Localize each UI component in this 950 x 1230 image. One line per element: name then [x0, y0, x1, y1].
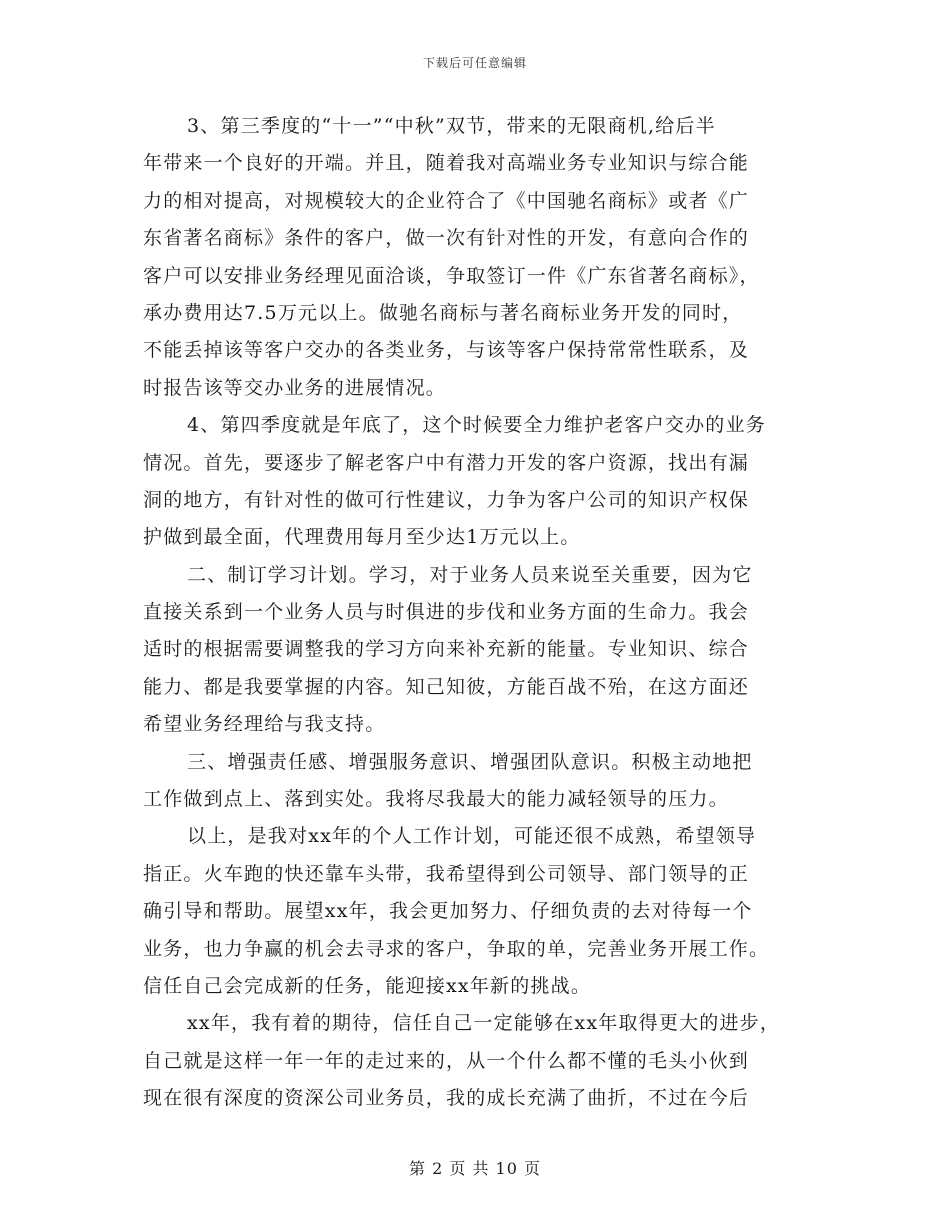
text-line: 二、制订学习计划。学习，对于业务人员来说至关重要，因为它: [187, 563, 753, 586]
text-line: 信任自己会完成新的任务，能迎接xx年新的挑战。: [143, 974, 592, 997]
text-line: 力的相对提高，对规模较大的企业符合了《中国驰名商标》或者《广: [143, 189, 750, 212]
text-line: 不能丢掉该等客户交办的各类业务，与该等客户保持常常性联系，及: [143, 339, 750, 362]
text-line: 适时的根据需要调整我的学习方向来补充新的能量。专业知识、综合: [143, 638, 750, 661]
text-line: 4、第四季度就是年底了，这个时候要全力维护老客户交办的业务: [187, 414, 766, 437]
text-line: 现在很有深度的资深公司业务员，我的成长充满了曲折，不过在今后: [143, 1087, 750, 1110]
text-line: 东省著名商标》条件的客户，做一次有针对性的开发，有意向合作的: [143, 227, 750, 250]
text-line: 直接关系到一个业务人员与时俱进的步伐和业务方面的生命力。我会: [143, 601, 750, 624]
text-line: 洞的地方，有针对性的做可行性建议，力争为客户公司的知识产权保: [143, 488, 750, 511]
text-line: 以上，是我对xx年的个人工作计划，可能还很不成熟，希望领导: [187, 825, 757, 848]
text-line: 能力、都是我要掌握的内容。知己知彼，方能百战不殆，在这方面还: [143, 675, 750, 698]
text-line: 时报告该等交办业务的进展情况。: [143, 376, 447, 399]
text-line: xx年，我有着的期待，信任自己一定能够在xx年取得更大的进步，: [187, 1012, 781, 1035]
text-line: 希望业务经理给与我支持。: [143, 713, 386, 736]
text-line: 年带来一个良好的开端。并且，随着我对高端业务专业知识与综合能: [143, 152, 750, 175]
text-line: 承办费用达7.5万元以上。做驰名商标与著名商标业务开发的同时，: [143, 301, 743, 324]
text-line: 工作做到点上、落到实处。我将尽我最大的能力减轻领导的压力。: [143, 788, 729, 811]
text-line: 3、第三季度的“十一”“中秋”双节，带来的无限商机,给后半: [187, 115, 716, 137]
text-line: 自己就是这样一年一年的走过来的，从一个什么都不懂的毛头小伙到: [143, 1049, 750, 1072]
text-line: 确引导和帮助。展望xx年，我会更加努力、仔细负责的去对待每一个: [143, 900, 753, 923]
text-line: 三、增强责任感、增强服务意识、增强团队意识。积极主动地把: [187, 750, 753, 773]
text-line: 指正。火车跑的快还靠车头带，我希望得到公司领导、部门领导的正: [143, 862, 750, 885]
text-line: 客户可以安排业务经理见面洽谈，争取签订一件《广东省著名商标》，: [143, 264, 760, 287]
document-body: [143, 108, 823, 1118]
page-number-footer: 第 2 页 共 10 页: [409, 1159, 541, 1178]
text-line: 护做到最全面，代理费用每月至少达1万元以上。: [143, 526, 581, 549]
page-header: 下载后可任意编辑: [422, 56, 527, 70]
text-line: 情况。首先，要逐步了解老客户中有潜力开发的客户资源，找出有漏: [143, 451, 750, 474]
text-line: 业务，也力争赢的机会去寻求的客户，争取的单，完善业务开展工作。: [143, 937, 770, 960]
